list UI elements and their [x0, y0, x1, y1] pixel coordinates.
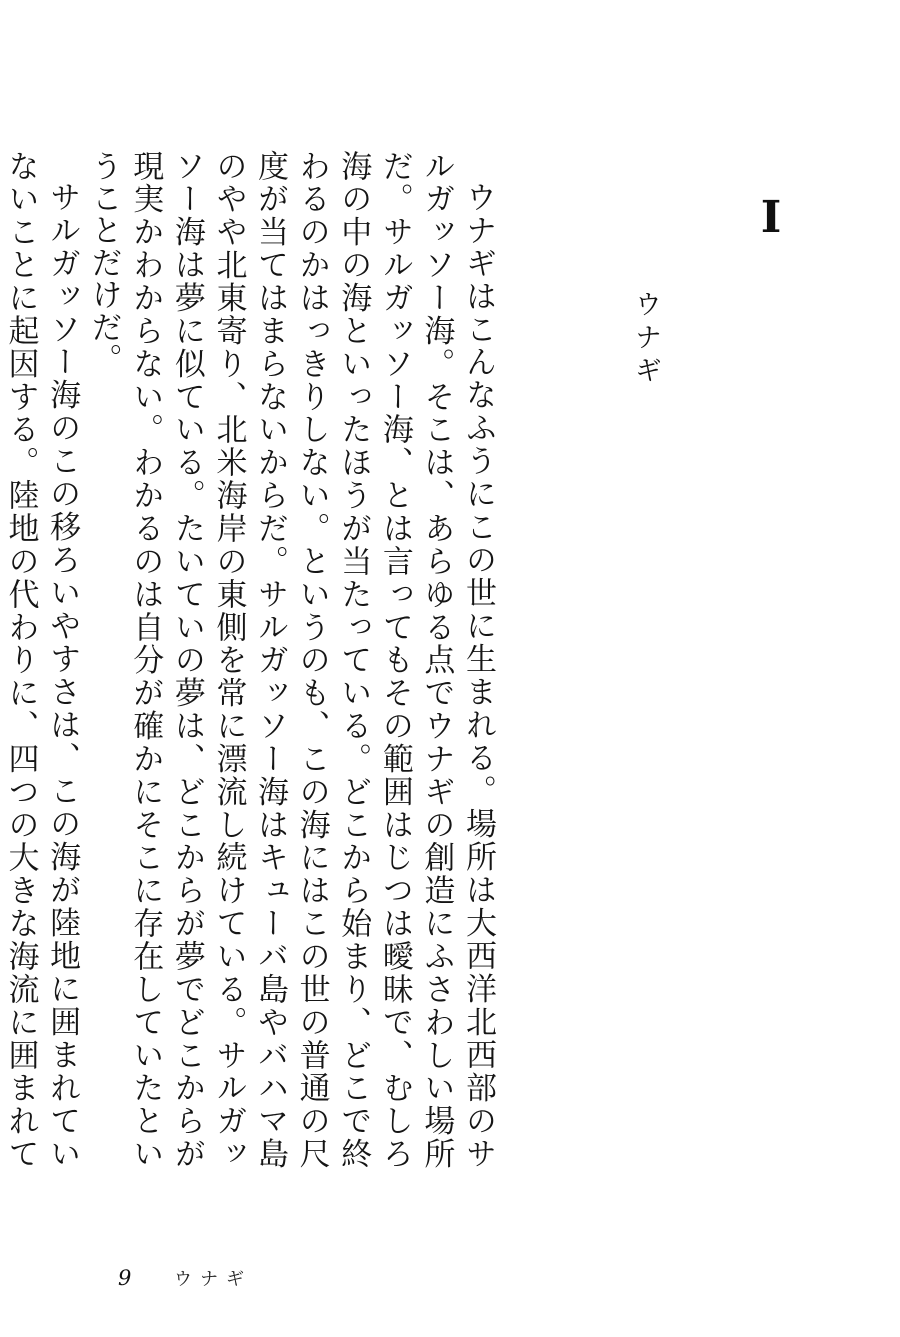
chapter-title: ウナギ — [630, 290, 661, 389]
paragraph: ウナギはこんなふうにこの世に生まれる。場所は大西洋北西部のサルガッソー海。そこは、あらゆる点でウナギの創造にふさわしい場所だ。サルガッソー海、とは言ってもその範囲はじつは曖昧で、むしろ海の中の海といったほうが当たっている。どこから始まり、どこで終わるのかはっきりしない。というのも、この海にはこの世の普通の尺度が当てはまらないからだ。サルガッソー海はキューバ島やバハマ島のやや北東寄り、北米海岸の東側を常に漂流し続けている。サルガッソー海は夢に似ている。たいていの夢は、どこからが夢でどこからが現実かわからない。わかるのは自分が確かにそこに存在していたということだけだ。 — [85, 150, 496, 1170]
running-head: ウナギ — [174, 1269, 252, 1290]
page-footer — [118, 1265, 252, 1295]
page-number: 9 — [118, 1266, 132, 1290]
body-text — [2, 150, 498, 1170]
paragraph: サルガッソー海のこの移ろいやすさは、この海が陸地に囲まれていないことに起因する。陸地の代わりに、四つの大きな海流に囲まれて — [2, 150, 81, 1170]
chapter-numeral: I — [760, 192, 776, 243]
